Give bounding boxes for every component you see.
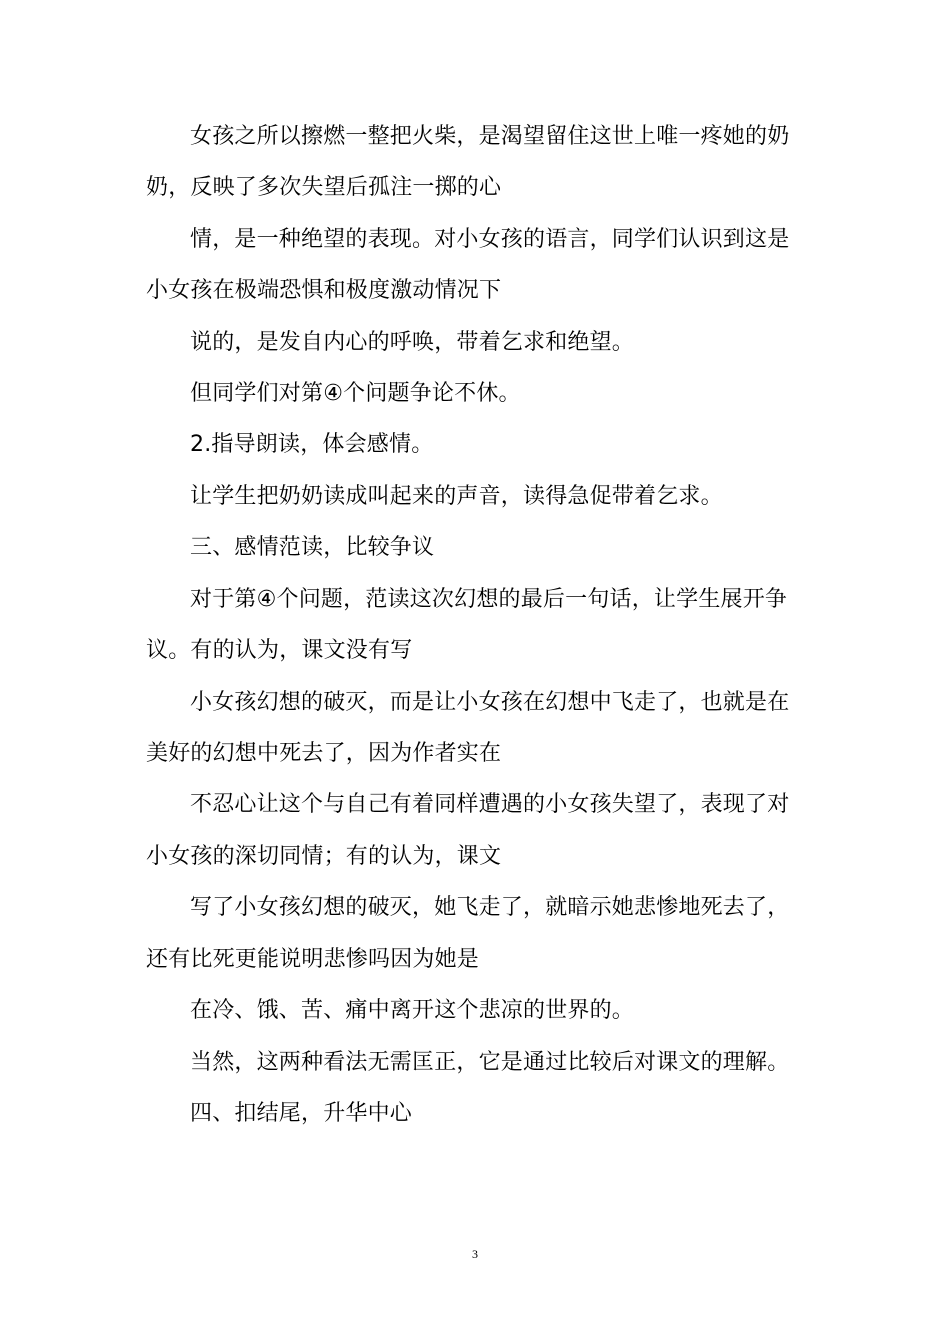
text-line-17: 还有比死更能说明悲惨吗因为她是 bbox=[146, 947, 480, 972]
text-line-8: 让学生把奶奶读成叫起来的声音，读得急促带着乞求。 bbox=[190, 484, 723, 509]
text-line-16: 写了小女孩幻想的破灭，她飞走了，就暗示她悲惨地死去了， bbox=[190, 895, 790, 920]
text-line-6: 但同学们对第④个问题争论不休。 bbox=[190, 381, 521, 406]
section-heading-4: 四、扣结尾，升华中心 bbox=[190, 1101, 413, 1126]
text-line-14: 不忍心让这个与自己有着同样遭遇的小女孩失望了，表现了对 bbox=[190, 792, 790, 817]
text-line-7: 2.指导朗读，体会感情。 bbox=[190, 432, 434, 457]
text-line-11: 议。有的认为，课文没有写 bbox=[146, 638, 413, 663]
text-line-19: 当然，这两种看法无需匡正，它是通过比较后对课文的理解。 bbox=[190, 1050, 790, 1075]
text-line-13: 美好的幻想中死去了，因为作者实在 bbox=[146, 741, 502, 766]
text-line-3: 情，是一种绝望的表现。对小女孩的语言，同学们认识到这是 bbox=[190, 227, 790, 252]
text-line-2: 奶，反映了多次失望后孤注一掷的心 bbox=[146, 175, 502, 200]
text-line-10: 对于第④个问题，范读这次幻想的最后一句话，让学生展开争 bbox=[190, 587, 788, 612]
text-line-12: 小女孩幻想的破灭，而是让小女孩在幻想中飞走了，也就是在 bbox=[190, 690, 790, 715]
text-line-4: 小女孩在极端恐惧和极度激动情况下 bbox=[146, 278, 502, 303]
section-heading-3: 三、感情范读，比较争议 bbox=[190, 535, 435, 560]
text-line-18: 在冷、饿、苦、痛中离开这个悲凉的世界的。 bbox=[190, 998, 635, 1023]
page-number: 3 bbox=[472, 1247, 478, 1261]
text-line-5: 说的，是发自内心的呼唤，带着乞求和绝望。 bbox=[190, 330, 635, 355]
text-line-15: 小女孩的深切同情；有的认为，课文 bbox=[146, 844, 502, 869]
text-line-1: 女孩之所以擦燃一整把火柴，是渴望留住这世上唯一疼她的奶 bbox=[190, 124, 790, 149]
